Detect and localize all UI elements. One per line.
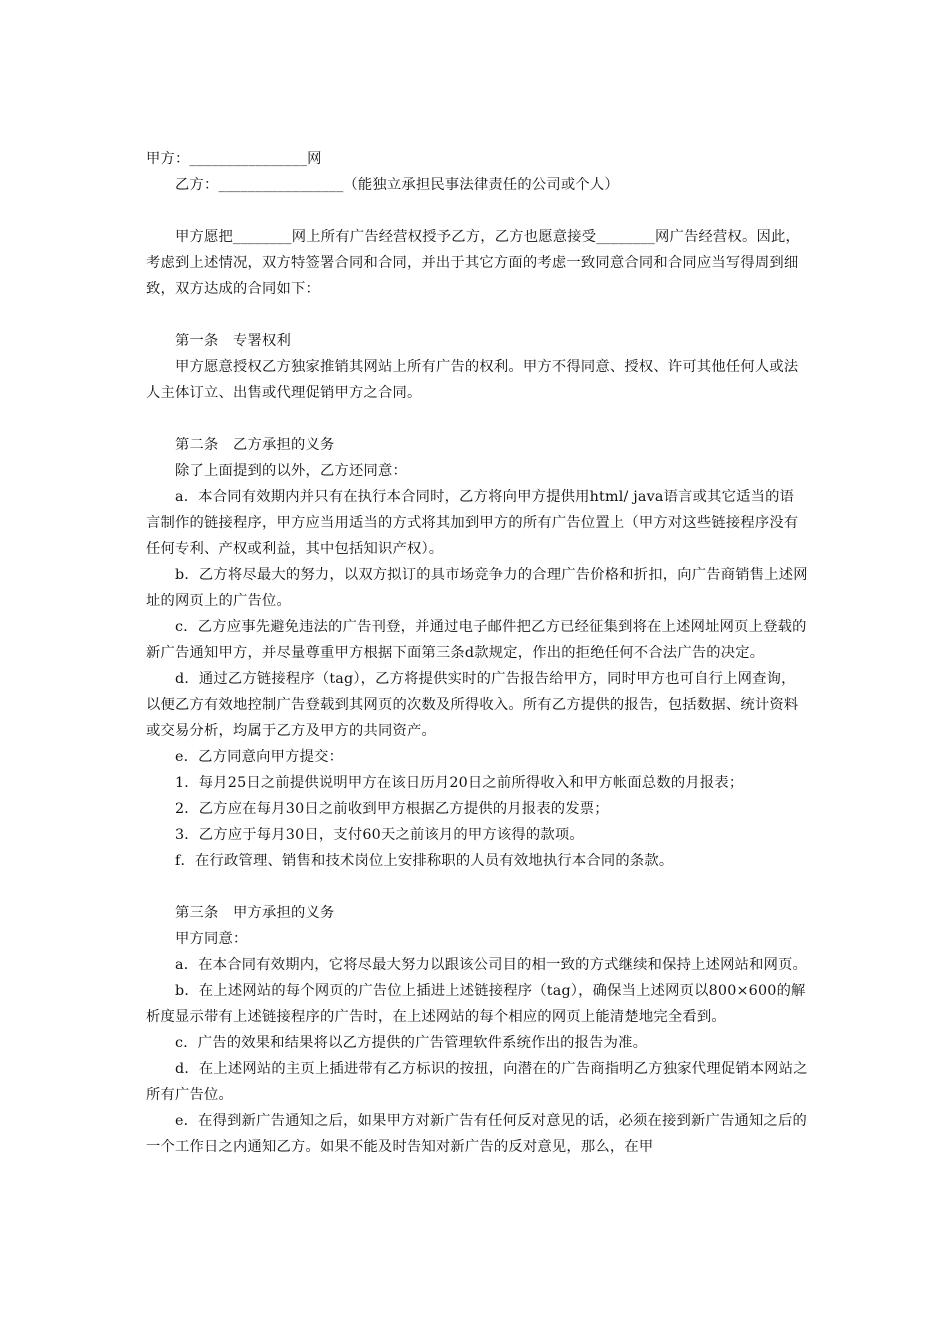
article-3-title: 第三条 甲方承担的义务	[175, 905, 335, 921]
article-1-body: 甲方愿意授权乙方独家推销其网站上所有广告的权利。甲方不得同意、授权、许可其他任何人或法人主体订立、出售或代理促销甲方之合同。	[146, 359, 799, 401]
article-2-intro: 除了上面提到的以外，乙方还同意：	[175, 463, 407, 479]
contract-body	[146, 146, 808, 1160]
preamble-paragraph: 甲方愿把________网上所有广告经营权授予乙方，乙方也愿意接受________网广告经营权。因此，考虑到上述情况，双方特签署合同和合同，并出于其它方面的考虑一致同意合同和合同应当写得周到细致，双方达成的合同如下：	[146, 229, 800, 297]
article-2-clause-c: c．乙方应事先避免违法的广告刊登，并通过电子邮件把乙方已经征集到将在上述网址网页上登载的新广告通知甲方，并尽量尊重甲方根据下面第三条d款规定，作出的拒绝任何不合法广告的决定。	[146, 619, 807, 661]
article-2-clause-e2: 2．乙方应在每月30日之前收到甲方根据乙方提供的月报表的发票；	[175, 801, 609, 817]
article-2-clause-e: e．乙方同意向甲方提交：	[175, 749, 344, 765]
article-2-title: 第二条 乙方承担的义务	[175, 437, 335, 453]
article-2-clause-e3: 3．乙方应于每月30日，支付60天之前该月的甲方该得的款项。	[175, 827, 584, 843]
article-3-clause-a: a．在本合同有效期内，它将尽最大努力以跟该公司目的相一致的方式继续和保持上述网站和网页。	[175, 957, 808, 973]
article-3-clause-e: e．在得到新广告通知之后，如果甲方对新广告有任何反对意见的话，必须在接到新广告通知之后的一个工作日之内通知乙方。如果不能及时告知对新广告的反对意见，那么，在甲	[146, 1113, 808, 1155]
article-2-clause-a: a．本合同有效期内并只有在执行本合同时，乙方将向甲方提供用html/ java语言或其它适当的语言制作的链接程序，甲方应当用适当的方式将其加到甲方的所有广告位置上（甲方对这些链接程序没有任何专利、产权或利益，其中包括知识产权）。	[146, 489, 799, 557]
article-3-intro: 甲方同意：	[175, 931, 248, 947]
article-2-clause-d: d．通过乙方链接程序（tag），乙方将提供实时的广告报告给甲方，同时甲方也可自行上网查询，以便乙方有效地控制广告登载到其网页的次数及所得收入。所有乙方提供的报告，包括数据、统计资料或交易分析，均属于乙方及甲方的共同资产。	[146, 671, 799, 739]
article-3-clause-c: c．广告的效果和结果将以乙方提供的广告管理软件系统作出的报告为准。	[175, 1035, 648, 1051]
article-2-clause-b: b．乙方将尽最大的努力，以双方拟订的具市场竞争力的合理广告价格和折扣，向广告商销售上述网址的网页上的广告位。	[146, 567, 808, 609]
article-2-clause-e1: 1．每月25日之前提供说明甲方在该日历月20日之前所得收入和甲方帐面总数的月报表；	[175, 775, 744, 791]
party-a-line: 甲方：________________网	[146, 151, 322, 167]
party-b-line: 乙方：_________________（能独立承担民事法律责任的公司或个人）	[175, 177, 619, 193]
article-1-title: 第一条 专署权利	[175, 333, 291, 349]
article-2-clause-f: f．在行政管理、销售和技术岗位上安排称职的人员有效地执行本合同的条款。	[175, 853, 674, 869]
article-3-clause-b: b．在上述网站的每个网页的广告位上插进上述链接程序（tag），确保当上述网页以800×600的解析度显示带有上述链接程序的广告时，在上述网站的每个相应的网页上能清楚地完全看到。	[146, 983, 806, 1025]
article-3-clause-d: d．在上述网站的主页上插进带有乙方标识的按扭，向潜在的广告商指明乙方独家代理促销本网站之所有广告位。	[146, 1061, 808, 1103]
